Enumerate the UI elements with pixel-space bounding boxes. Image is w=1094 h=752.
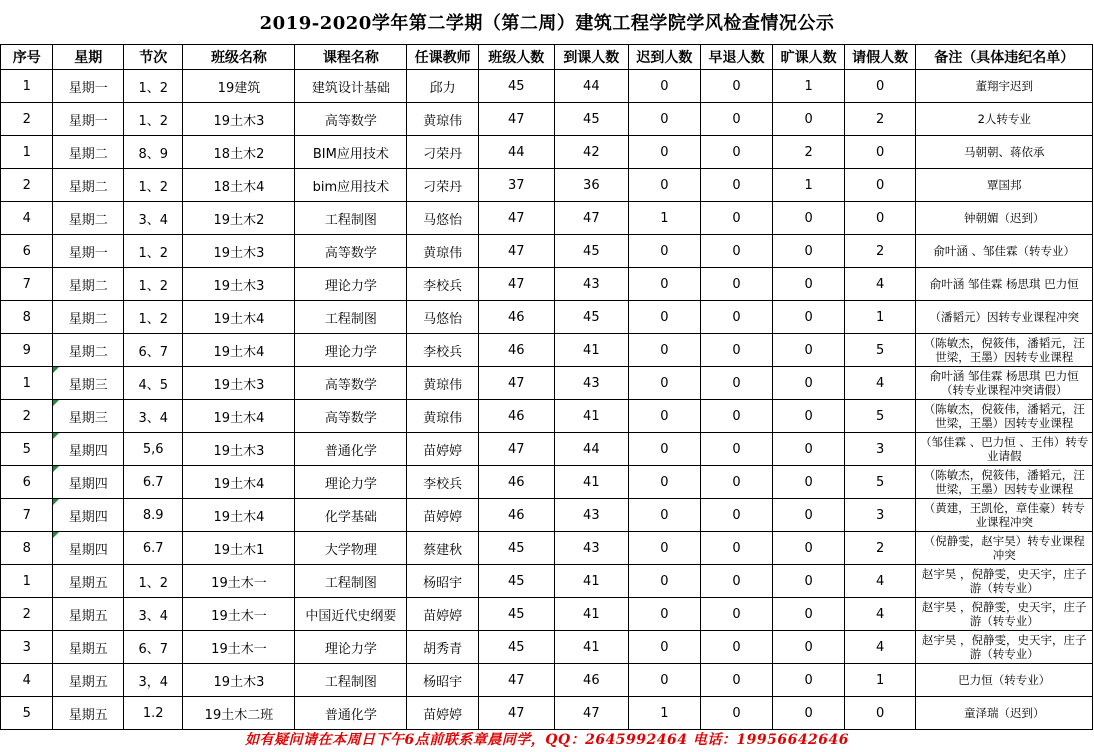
col-leave-cell: 0 bbox=[844, 70, 916, 103]
table-row bbox=[1, 664, 1093, 697]
col-class-cell: 19土木3 bbox=[183, 103, 295, 136]
col-leave-cell: 0 bbox=[844, 136, 916, 169]
col-late-cell: 0 bbox=[629, 598, 701, 631]
col-attendance-cell: 47 bbox=[554, 202, 629, 235]
col-class-size-cell: 46 bbox=[478, 400, 554, 433]
col-teacher-cell: 苗婷婷 bbox=[407, 598, 479, 631]
col-class-cell: 19土木二班 bbox=[183, 697, 295, 730]
col-seq-cell: 1 bbox=[1, 367, 53, 400]
table-row bbox=[1, 433, 1093, 466]
col-leave-cell: 2 bbox=[844, 235, 916, 268]
col-weekday-cell: 星期一 bbox=[53, 235, 124, 268]
col-period-cell: 4、5 bbox=[124, 367, 183, 400]
col-teacher-cell: 杨昭宇 bbox=[407, 565, 479, 598]
col-early-leave-header: 早退人数 bbox=[700, 45, 773, 70]
col-class-size-cell: 47 bbox=[478, 664, 554, 697]
col-class-cell: 19土木一 bbox=[183, 598, 295, 631]
col-absent-cell: 0 bbox=[773, 664, 845, 697]
col-early-leave-cell: 0 bbox=[700, 169, 773, 202]
col-attendance-cell: 45 bbox=[554, 235, 629, 268]
col-attendance-cell: 46 bbox=[554, 664, 629, 697]
col-attendance-header: 到课人数 bbox=[554, 45, 629, 70]
col-remarks-header: 备注（具体违纪名单） bbox=[916, 45, 1093, 70]
col-weekday-cell: 星期五 bbox=[53, 664, 124, 697]
table-row bbox=[1, 367, 1093, 400]
col-course-cell: 高等数学 bbox=[295, 367, 407, 400]
col-weekday-cell: 星期五 bbox=[53, 697, 124, 730]
col-leave-header: 请假人数 bbox=[844, 45, 916, 70]
col-absent-cell: 0 bbox=[773, 697, 845, 730]
col-late-cell: 0 bbox=[629, 70, 701, 103]
col-class-size-cell: 45 bbox=[478, 70, 554, 103]
col-late-cell: 1 bbox=[629, 202, 701, 235]
col-early-leave-cell: 0 bbox=[700, 697, 773, 730]
col-period-cell: 6.7 bbox=[124, 466, 183, 499]
col-class-cell: 19土木4 bbox=[183, 301, 295, 334]
col-absent-cell: 0 bbox=[773, 565, 845, 598]
col-weekday-cell: 星期四 bbox=[53, 433, 124, 466]
col-class-size-cell: 46 bbox=[478, 301, 554, 334]
col-weekday-cell: 星期四 bbox=[53, 466, 124, 499]
col-attendance-cell: 42 bbox=[554, 136, 629, 169]
col-remarks-cell: 马朝朝、蒋依承 bbox=[916, 136, 1093, 169]
col-class-cell: 19土木一 bbox=[183, 631, 295, 664]
col-seq-cell: 1 bbox=[1, 136, 53, 169]
col-course-cell: 中国近代史纲要 bbox=[295, 598, 407, 631]
col-weekday-cell: 星期二 bbox=[53, 268, 124, 301]
col-attendance-cell: 45 bbox=[554, 103, 629, 136]
col-seq-cell: 8 bbox=[1, 532, 53, 565]
col-seq-cell: 8 bbox=[1, 301, 53, 334]
col-seq-cell: 3 bbox=[1, 631, 53, 664]
col-seq-cell: 7 bbox=[1, 268, 53, 301]
col-weekday-cell: 星期二 bbox=[53, 301, 124, 334]
col-class-cell: 19土木一 bbox=[183, 565, 295, 598]
col-late-cell: 0 bbox=[629, 400, 701, 433]
header-row bbox=[1, 45, 1093, 70]
col-seq-cell: 2 bbox=[1, 598, 53, 631]
col-attendance-cell: 41 bbox=[554, 565, 629, 598]
col-period-cell: 1、2 bbox=[124, 301, 183, 334]
col-late-cell: 0 bbox=[629, 301, 701, 334]
col-absent-cell: 1 bbox=[773, 169, 845, 202]
col-course-cell: 工程制图 bbox=[295, 301, 407, 334]
table-body bbox=[1, 70, 1093, 730]
col-seq-cell: 5 bbox=[1, 433, 53, 466]
col-leave-cell: 3 bbox=[844, 433, 916, 466]
col-course-cell: 高等数学 bbox=[295, 103, 407, 136]
col-late-cell: 0 bbox=[629, 532, 701, 565]
col-course-header: 课程名称 bbox=[295, 45, 407, 70]
col-seq-cell: 5 bbox=[1, 697, 53, 730]
col-absent-cell: 0 bbox=[773, 433, 845, 466]
table-row bbox=[1, 631, 1093, 664]
col-absent-cell: 0 bbox=[773, 631, 845, 664]
col-absent-cell: 0 bbox=[773, 235, 845, 268]
col-attendance-cell: 43 bbox=[554, 268, 629, 301]
col-late-header: 迟到人数 bbox=[629, 45, 701, 70]
col-early-leave-cell: 0 bbox=[700, 466, 773, 499]
table-row bbox=[1, 268, 1093, 301]
col-late-cell: 1 bbox=[629, 697, 701, 730]
col-class-cell: 19土木2 bbox=[183, 202, 295, 235]
col-early-leave-cell: 0 bbox=[700, 598, 773, 631]
col-weekday-cell: 星期一 bbox=[53, 70, 124, 103]
col-seq-cell: 6 bbox=[1, 466, 53, 499]
col-course-cell: 工程制图 bbox=[295, 565, 407, 598]
col-absent-cell: 0 bbox=[773, 367, 845, 400]
col-early-leave-cell: 0 bbox=[700, 532, 773, 565]
col-attendance-cell: 43 bbox=[554, 367, 629, 400]
col-weekday-cell: 星期二 bbox=[53, 169, 124, 202]
col-remarks-cell: （陈敏杰，倪筱伟，潘韬元，汪世梁，王墨）因转专业课程 bbox=[916, 400, 1093, 433]
col-teacher-cell: 李校兵 bbox=[407, 466, 479, 499]
col-leave-cell: 1 bbox=[844, 664, 916, 697]
col-class-size-header: 班级人数 bbox=[478, 45, 554, 70]
table-row bbox=[1, 103, 1093, 136]
col-early-leave-cell: 0 bbox=[700, 664, 773, 697]
col-class-cell: 19土木4 bbox=[183, 466, 295, 499]
col-early-leave-cell: 0 bbox=[700, 631, 773, 664]
col-remarks-cell: （陈敏杰，倪筱伟，潘韬元，汪世梁，王墨）因转专业课程 bbox=[916, 334, 1093, 367]
col-late-cell: 0 bbox=[629, 631, 701, 664]
col-attendance-cell: 41 bbox=[554, 598, 629, 631]
col-class-size-cell: 45 bbox=[478, 565, 554, 598]
col-class-size-cell: 47 bbox=[478, 367, 554, 400]
col-late-cell: 0 bbox=[629, 136, 701, 169]
col-weekday-cell: 星期五 bbox=[53, 598, 124, 631]
col-attendance-cell: 41 bbox=[554, 631, 629, 664]
col-period-cell: 1、2 bbox=[124, 169, 183, 202]
col-class-size-cell: 37 bbox=[478, 169, 554, 202]
col-leave-cell: 5 bbox=[844, 400, 916, 433]
col-seq-cell: 9 bbox=[1, 334, 53, 367]
col-course-cell: 普通化学 bbox=[295, 697, 407, 730]
col-attendance-cell: 41 bbox=[554, 334, 629, 367]
col-course-cell: 化学基础 bbox=[295, 499, 407, 532]
col-absent-cell: 0 bbox=[773, 499, 845, 532]
col-teacher-cell: 黄琼伟 bbox=[407, 235, 479, 268]
col-period-cell: 8、9 bbox=[124, 136, 183, 169]
col-period-cell: 3、4 bbox=[124, 400, 183, 433]
col-early-leave-cell: 0 bbox=[700, 301, 773, 334]
col-late-cell: 0 bbox=[629, 103, 701, 136]
col-leave-cell: 3 bbox=[844, 499, 916, 532]
col-remarks-cell: 童泽瑞（迟到） bbox=[916, 697, 1093, 730]
col-weekday-cell: 星期四 bbox=[53, 499, 124, 532]
col-teacher-cell: 黄琼伟 bbox=[407, 367, 479, 400]
inspection-table bbox=[0, 44, 1093, 730]
col-class-cell: 19土木1 bbox=[183, 532, 295, 565]
col-remarks-cell: 钟朝媚（迟到） bbox=[916, 202, 1093, 235]
col-early-leave-cell: 0 bbox=[700, 268, 773, 301]
col-period-cell: 3，4 bbox=[124, 664, 183, 697]
table-row bbox=[1, 301, 1093, 334]
col-late-cell: 0 bbox=[629, 334, 701, 367]
col-class-cell: 19土木3 bbox=[183, 664, 295, 697]
col-leave-cell: 4 bbox=[844, 268, 916, 301]
col-class-cell: 19土木3 bbox=[183, 235, 295, 268]
table-row bbox=[1, 235, 1093, 268]
col-class-cell: 19土木3 bbox=[183, 433, 295, 466]
col-attendance-cell: 45 bbox=[554, 301, 629, 334]
col-absent-cell: 0 bbox=[773, 301, 845, 334]
col-weekday-cell: 星期二 bbox=[53, 334, 124, 367]
col-class-size-cell: 47 bbox=[478, 697, 554, 730]
col-leave-cell: 2 bbox=[844, 103, 916, 136]
col-class-cell: 18土木2 bbox=[183, 136, 295, 169]
col-early-leave-cell: 0 bbox=[700, 499, 773, 532]
col-period-header: 节次 bbox=[124, 45, 183, 70]
col-seq-cell: 7 bbox=[1, 499, 53, 532]
col-class-size-cell: 45 bbox=[478, 532, 554, 565]
col-leave-cell: 0 bbox=[844, 169, 916, 202]
col-course-cell: 普通化学 bbox=[295, 433, 407, 466]
col-early-leave-cell: 0 bbox=[700, 367, 773, 400]
col-leave-cell: 1 bbox=[844, 301, 916, 334]
col-attendance-cell: 44 bbox=[554, 70, 629, 103]
col-course-cell: 高等数学 bbox=[295, 235, 407, 268]
col-class-size-cell: 47 bbox=[478, 103, 554, 136]
col-period-cell: 8.9 bbox=[124, 499, 183, 532]
col-course-cell: 工程制图 bbox=[295, 202, 407, 235]
col-absent-cell: 0 bbox=[773, 466, 845, 499]
col-class-size-cell: 47 bbox=[478, 202, 554, 235]
col-remarks-cell: 巴力恒（转专业） bbox=[916, 664, 1093, 697]
col-early-leave-cell: 0 bbox=[700, 400, 773, 433]
col-late-cell: 0 bbox=[629, 499, 701, 532]
col-class-cell: 19土木4 bbox=[183, 334, 295, 367]
col-teacher-cell: 刁荣丹 bbox=[407, 169, 479, 202]
col-late-cell: 0 bbox=[629, 664, 701, 697]
col-course-cell: 高等数学 bbox=[295, 400, 407, 433]
col-absent-header: 旷课人数 bbox=[773, 45, 845, 70]
col-class-size-cell: 44 bbox=[478, 136, 554, 169]
col-class-cell: 19建筑 bbox=[183, 70, 295, 103]
col-remarks-cell: 俞叶涵 邹佳霖 杨思琪 巴力恒 bbox=[916, 268, 1093, 301]
col-attendance-cell: 36 bbox=[554, 169, 629, 202]
col-period-cell: 1、2 bbox=[124, 103, 183, 136]
table-row bbox=[1, 499, 1093, 532]
col-course-cell: 理论力学 bbox=[295, 334, 407, 367]
col-teacher-cell: 黄琼伟 bbox=[407, 400, 479, 433]
col-teacher-cell: 杨昭宇 bbox=[407, 664, 479, 697]
table-row bbox=[1, 466, 1093, 499]
col-seq-cell: 6 bbox=[1, 235, 53, 268]
col-attendance-cell: 41 bbox=[554, 466, 629, 499]
col-seq-cell: 4 bbox=[1, 202, 53, 235]
col-early-leave-cell: 0 bbox=[700, 70, 773, 103]
col-late-cell: 0 bbox=[629, 367, 701, 400]
col-early-leave-cell: 0 bbox=[700, 565, 773, 598]
col-teacher-cell: 李校兵 bbox=[407, 268, 479, 301]
col-course-cell: 工程制图 bbox=[295, 664, 407, 697]
col-remarks-cell: （倪静雯，赵宇昊）转专业课程冲突 bbox=[916, 532, 1093, 565]
col-remarks-cell: 2人转专业 bbox=[916, 103, 1093, 136]
col-remarks-cell: 覃国邦 bbox=[916, 169, 1093, 202]
col-late-cell: 0 bbox=[629, 235, 701, 268]
table-row bbox=[1, 565, 1093, 598]
col-period-cell: 1、2 bbox=[124, 70, 183, 103]
col-teacher-cell: 李校兵 bbox=[407, 334, 479, 367]
col-teacher-cell: 苗婷婷 bbox=[407, 499, 479, 532]
col-leave-cell: 4 bbox=[844, 631, 916, 664]
col-weekday-cell: 星期五 bbox=[53, 565, 124, 598]
col-course-cell: bim应用技术 bbox=[295, 169, 407, 202]
col-teacher-header: 任课教师 bbox=[407, 45, 479, 70]
col-course-cell: 理论力学 bbox=[295, 466, 407, 499]
col-weekday-cell: 星期二 bbox=[53, 136, 124, 169]
col-leave-cell: 4 bbox=[844, 367, 916, 400]
col-period-cell: 6、7 bbox=[124, 631, 183, 664]
table-row bbox=[1, 400, 1093, 433]
col-teacher-cell: 胡秀青 bbox=[407, 631, 479, 664]
col-period-cell: 1、2 bbox=[124, 268, 183, 301]
col-teacher-cell: 黄琼伟 bbox=[407, 103, 479, 136]
col-attendance-cell: 43 bbox=[554, 499, 629, 532]
col-period-cell: 6、7 bbox=[124, 334, 183, 367]
col-class-size-cell: 45 bbox=[478, 598, 554, 631]
col-seq-cell: 2 bbox=[1, 103, 53, 136]
col-class-size-cell: 45 bbox=[478, 631, 554, 664]
col-teacher-cell: 马悠怡 bbox=[407, 301, 479, 334]
col-class-cell: 19土木4 bbox=[183, 499, 295, 532]
col-class-header: 班级名称 bbox=[183, 45, 295, 70]
col-course-cell: 理论力学 bbox=[295, 268, 407, 301]
col-period-cell: 1、2 bbox=[124, 565, 183, 598]
col-seq-header: 序号 bbox=[1, 45, 53, 70]
col-teacher-cell: 刁荣丹 bbox=[407, 136, 479, 169]
col-absent-cell: 0 bbox=[773, 103, 845, 136]
col-late-cell: 0 bbox=[629, 565, 701, 598]
col-class-cell: 19土木4 bbox=[183, 400, 295, 433]
col-class-size-cell: 47 bbox=[478, 268, 554, 301]
col-remarks-cell: （陈敏杰，倪筱伟，潘韬元，汪世梁，王墨）因转专业课程 bbox=[916, 466, 1093, 499]
col-late-cell: 0 bbox=[629, 169, 701, 202]
col-early-leave-cell: 0 bbox=[700, 103, 773, 136]
table-row bbox=[1, 334, 1093, 367]
col-weekday-header: 星期 bbox=[53, 45, 124, 70]
col-teacher-cell: 马悠怡 bbox=[407, 202, 479, 235]
col-course-cell: BIM应用技术 bbox=[295, 136, 407, 169]
table-row bbox=[1, 598, 1093, 631]
col-absent-cell: 0 bbox=[773, 334, 845, 367]
col-remarks-cell: （潘韬元）因转专业课程冲突 bbox=[916, 301, 1093, 334]
col-leave-cell: 2 bbox=[844, 532, 916, 565]
col-weekday-cell: 星期三 bbox=[53, 400, 124, 433]
col-leave-cell: 5 bbox=[844, 334, 916, 367]
col-remarks-cell: 俞叶涵 、邹佳霖（转专业） bbox=[916, 235, 1093, 268]
col-class-size-cell: 47 bbox=[478, 235, 554, 268]
col-absent-cell: 1 bbox=[773, 70, 845, 103]
col-class-cell: 19土木3 bbox=[183, 268, 295, 301]
col-late-cell: 0 bbox=[629, 466, 701, 499]
col-weekday-cell: 星期三 bbox=[53, 367, 124, 400]
col-absent-cell: 0 bbox=[773, 532, 845, 565]
col-period-cell: 5,6 bbox=[124, 433, 183, 466]
col-remarks-cell: 赵宇昊 ，倪静雯，史天宇，庄子游（转专业） bbox=[916, 565, 1093, 598]
col-teacher-cell: 蔡建秋 bbox=[407, 532, 479, 565]
col-remarks-cell: 董翔宇迟到 bbox=[916, 70, 1093, 103]
col-absent-cell: 2 bbox=[773, 136, 845, 169]
col-remarks-cell: 赵宇昊 ，倪静雯，史天宇，庄子游（转专业） bbox=[916, 598, 1093, 631]
col-period-cell: 1、2 bbox=[124, 235, 183, 268]
col-early-leave-cell: 0 bbox=[700, 202, 773, 235]
col-class-size-cell: 46 bbox=[478, 499, 554, 532]
col-course-cell: 大学物理 bbox=[295, 532, 407, 565]
col-absent-cell: 0 bbox=[773, 268, 845, 301]
col-class-cell: 19土木3 bbox=[183, 367, 295, 400]
col-late-cell: 0 bbox=[629, 268, 701, 301]
col-remarks-cell: （邹佳霖 、巴力恒 、王伟）转专业请假 bbox=[916, 433, 1093, 466]
col-early-leave-cell: 0 bbox=[700, 136, 773, 169]
col-attendance-cell: 43 bbox=[554, 532, 629, 565]
col-attendance-cell: 47 bbox=[554, 697, 629, 730]
contact-footer: 如有疑问请在本周日下午6点前联系章晨同学，QQ：2645992464 电话：19956642646 bbox=[244, 732, 850, 748]
col-absent-cell: 0 bbox=[773, 202, 845, 235]
col-teacher-cell: 苗婷婷 bbox=[407, 697, 479, 730]
col-period-cell: 3、4 bbox=[124, 202, 183, 235]
col-leave-cell: 4 bbox=[844, 565, 916, 598]
col-class-size-cell: 47 bbox=[478, 433, 554, 466]
col-weekday-cell: 星期二 bbox=[53, 202, 124, 235]
col-weekday-cell: 星期四 bbox=[53, 532, 124, 565]
col-leave-cell: 5 bbox=[844, 466, 916, 499]
col-period-cell: 1.2 bbox=[124, 697, 183, 730]
col-class-size-cell: 46 bbox=[478, 466, 554, 499]
table-row bbox=[1, 70, 1093, 103]
col-absent-cell: 0 bbox=[773, 400, 845, 433]
table-row bbox=[1, 136, 1093, 169]
table-row bbox=[1, 202, 1093, 235]
col-class-size-cell: 46 bbox=[478, 334, 554, 367]
table-row bbox=[1, 697, 1093, 730]
col-remarks-cell: 赵宇昊 ，倪静雯，史天宇，庄子游（转专业） bbox=[916, 631, 1093, 664]
col-seq-cell: 4 bbox=[1, 664, 53, 697]
col-absent-cell: 0 bbox=[773, 598, 845, 631]
col-teacher-cell: 邱力 bbox=[407, 70, 479, 103]
col-seq-cell: 2 bbox=[1, 400, 53, 433]
col-period-cell: 3、4 bbox=[124, 598, 183, 631]
col-course-cell: 建筑设计基础 bbox=[295, 70, 407, 103]
sheet-title: 2019-2020学年第二学期（第二周）建筑工程学院学风检查情况公示 bbox=[259, 13, 835, 34]
col-seq-cell: 2 bbox=[1, 169, 53, 202]
col-attendance-cell: 41 bbox=[554, 400, 629, 433]
col-period-cell: 6.7 bbox=[124, 532, 183, 565]
col-early-leave-cell: 0 bbox=[700, 334, 773, 367]
col-seq-cell: 1 bbox=[1, 70, 53, 103]
col-weekday-cell: 星期五 bbox=[53, 631, 124, 664]
col-attendance-cell: 44 bbox=[554, 433, 629, 466]
col-leave-cell: 4 bbox=[844, 598, 916, 631]
col-course-cell: 理论力学 bbox=[295, 631, 407, 664]
col-teacher-cell: 苗婷婷 bbox=[407, 433, 479, 466]
col-early-leave-cell: 0 bbox=[700, 433, 773, 466]
col-seq-cell: 1 bbox=[1, 565, 53, 598]
col-late-cell: 0 bbox=[629, 433, 701, 466]
col-leave-cell: 0 bbox=[844, 697, 916, 730]
table-row bbox=[1, 169, 1093, 202]
table-row bbox=[1, 532, 1093, 565]
col-remarks-cell: 俞叶涵 邹佳霖 杨思琪 巴力恒（转专业课程冲突请假） bbox=[916, 367, 1093, 400]
col-remarks-cell: （黄建，王凯伦，章佳豪）转专业课程冲突 bbox=[916, 499, 1093, 532]
col-class-cell: 18土木4 bbox=[183, 169, 295, 202]
col-leave-cell: 0 bbox=[844, 202, 916, 235]
col-early-leave-cell: 0 bbox=[700, 235, 773, 268]
col-weekday-cell: 星期一 bbox=[53, 103, 124, 136]
